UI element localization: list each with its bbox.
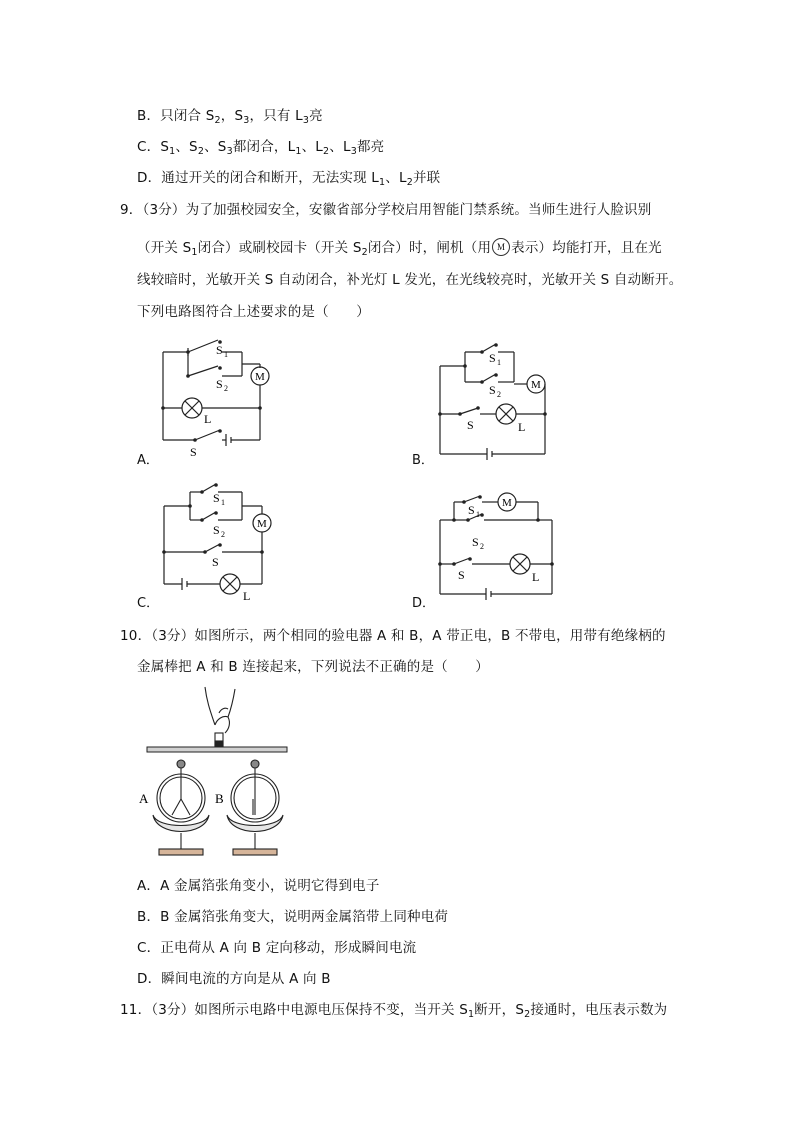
q9-stem-line1: 9．（3分）为了加强校园安全，安徽省部分学校启用智能门禁系统。当师生进行人脸识别: [120, 202, 652, 218]
q8-option-d: D．通过开关的闭合和断开，无法实现 $L_1$、$L_2$并联: [137, 170, 441, 188]
svg-text:S: S: [472, 535, 479, 549]
q9-option-b-label: B．: [412, 453, 434, 468]
svg-text:M: M: [531, 379, 541, 391]
q10-option-a: A．A 金属箔张角变小，说明它得到电子: [137, 878, 380, 894]
svg-text:S: S: [489, 351, 496, 365]
svg-text:1: 1: [476, 510, 480, 519]
svg-text:2: 2: [497, 390, 501, 399]
svg-text:S: S: [468, 503, 475, 517]
q9-circuit-c: [150, 476, 280, 606]
svg-text:L: L: [204, 412, 212, 426]
q10-option-d: D．瞬间电流的方向是从 A 向 B: [137, 971, 331, 987]
svg-text:1: 1: [221, 498, 225, 507]
svg-text:L: L: [243, 589, 251, 603]
motor-symbol-icon: M: [492, 238, 510, 256]
q9-circuit-a: [130, 328, 290, 468]
svg-text:A: A: [139, 791, 149, 806]
svg-text:S: S: [458, 568, 465, 582]
svg-text:L: L: [518, 420, 526, 434]
svg-text:S: S: [489, 383, 496, 397]
q10-electroscope-figure: [135, 683, 295, 861]
svg-text:2: 2: [221, 530, 225, 539]
svg-text:2: 2: [480, 542, 484, 551]
q8-option-c: C．$S_1$、$S_2$、$S_3$都闭合，$L_1$、$L_2$、$L_3$都亮: [137, 139, 385, 157]
q8-option-b: B．只闭合 $S_2$，$S_3$，只有 $L_3$亮: [137, 108, 323, 126]
q10-option-c: C．正电荷从 A 向 B 定向移动，形成瞬间电流: [137, 940, 417, 956]
svg-text:M: M: [257, 518, 267, 530]
q9-stem-line2: （开关 $S_1$闭合）或刷校园卡（开关 $S_2$闭合）时，闸机（用 M 表示）均能打开，且在光: [137, 240, 662, 258]
q9-circuit-b: [430, 336, 570, 466]
q10-stem-line1: 10．（3分）如图所示，两个相同的验电器 A 和 B，A 带正电，B 不带电，用带有绝缘柄的: [120, 628, 666, 644]
q9-option-a-label: A．: [137, 453, 159, 468]
q9-circuit-d: [430, 486, 570, 606]
q11-stem-line1: 11．（3分）如图所示电路中电源电压保持不变，当开关 $S_1$断开，$S_2$接通时，电压表示数为: [120, 1002, 668, 1020]
q10-stem-line2: 金属棒把 A 和 B 连接起来，下列说法不正确的是（ ）: [137, 659, 489, 675]
q9-option-c-label: C．: [137, 596, 160, 611]
svg-text:S: S: [216, 377, 223, 391]
svg-text:S: S: [467, 418, 474, 432]
q9-stem-line4: 下列电路图符合上述要求的是（ ）: [137, 304, 370, 320]
svg-text:S: S: [213, 491, 220, 505]
svg-text:M: M: [255, 371, 265, 383]
svg-text:L: L: [532, 570, 540, 584]
svg-text:S: S: [190, 445, 197, 459]
q10-option-b: B．B 金属箔张角变大，说明两金属箔带上同种电荷: [137, 909, 449, 925]
svg-text:2: 2: [224, 384, 228, 393]
svg-text:B: B: [215, 791, 224, 806]
q9-option-d-label: D．: [412, 596, 436, 611]
svg-text:S: S: [216, 343, 223, 357]
svg-text:1: 1: [497, 358, 501, 367]
svg-text:S: S: [212, 555, 219, 569]
svg-text:M: M: [502, 497, 512, 509]
svg-text:1: 1: [224, 350, 228, 359]
svg-text:S: S: [213, 523, 220, 537]
q9-stem-line3: 线较暗时，光敏开关 S 自动闭合，补光灯 L 发光，在光线较亮时，光敏开关 S 自动断开。: [137, 272, 683, 288]
